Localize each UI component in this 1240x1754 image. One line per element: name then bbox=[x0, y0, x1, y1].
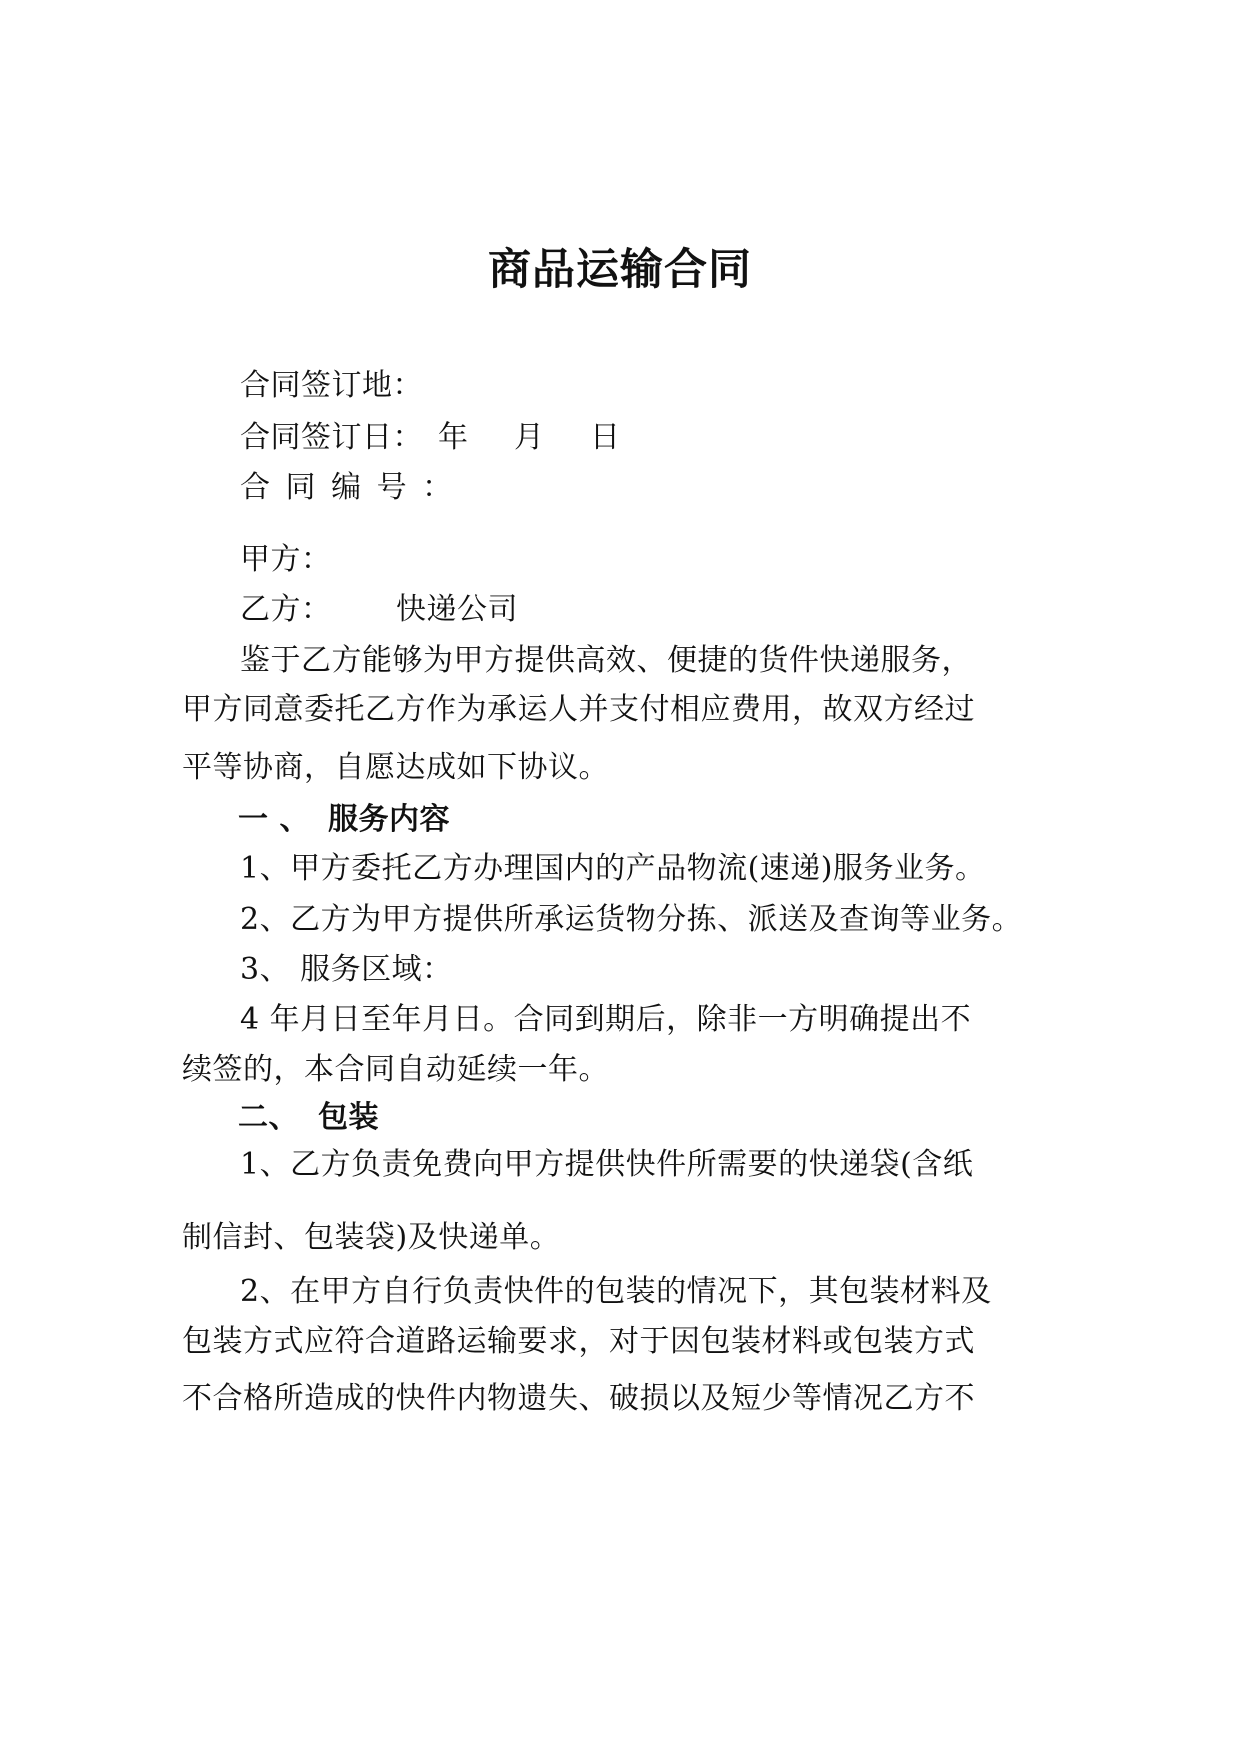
party-a-label: 甲方： bbox=[240, 542, 332, 577]
preamble-line-1: 鉴于乙方能够为甲方提供高效、便捷的货件快递服务， bbox=[240, 643, 972, 678]
section-1-item-3: 3、 服务区域： bbox=[240, 952, 453, 987]
contract-no-field bbox=[240, 468, 455, 508]
contract-no-label: 合 同 编 号 ： bbox=[240, 470, 456, 505]
section-1-item-1: 1、甲方委托乙方办理国内的产品物流(速递)服务业务。 bbox=[240, 851, 986, 886]
preamble-line-3: 平等协商，自愿达成如下协议。 bbox=[182, 750, 609, 785]
sign-date-value: 年 月 日 bbox=[438, 420, 628, 455]
sign-place-label: 合同签订地： bbox=[240, 368, 423, 403]
sign-place-field bbox=[240, 366, 423, 406]
party-b-value: 快递公司 bbox=[396, 592, 518, 627]
section-1-item-4-line-2: 续签的，本合同自动延续一年。 bbox=[182, 1052, 609, 1087]
section-1-number: 一 、 bbox=[238, 802, 310, 837]
section-2-item-1-line-2: 制信封、包装袋)及快递单。 bbox=[182, 1220, 561, 1255]
section-2-number: 二、 bbox=[238, 1100, 299, 1135]
section-1-item-4-line-1: 4 年月日至年月日。合同到期后，除非一方明确提出不 bbox=[240, 1002, 972, 1037]
sign-date-label: 合同签订日： bbox=[240, 420, 423, 455]
sign-date-field bbox=[240, 418, 628, 458]
section-2-item-2-line-3: 不合格所造成的快件内物遗失、破损以及短少等情况乙方不 bbox=[182, 1381, 975, 1416]
section-1-heading bbox=[238, 800, 450, 840]
preamble-line-2: 甲方同意委托乙方作为承运人并支付相应费用，故双方经过 bbox=[182, 692, 975, 727]
section-2-item-2-line-2: 包装方式应符合道路运输要求，对于因包装材料或包装方式 bbox=[182, 1324, 975, 1359]
party-b-field bbox=[240, 590, 518, 630]
section-2-title: 包装 bbox=[318, 1100, 379, 1135]
section-1-title: 服务内容 bbox=[328, 802, 450, 837]
section-2-item-1-line-1: 1、乙方负责免费向甲方提供快件所需要的快递袋(含纸 bbox=[240, 1147, 974, 1182]
party-b-label: 乙方： bbox=[240, 592, 332, 627]
document-title: 商品运输合同 bbox=[488, 245, 752, 295]
section-1-item-2: 2、乙方为甲方提供所承运货物分拣、派送及查询等业务。 bbox=[240, 902, 1023, 937]
section-2-item-2-line-1: 2、在甲方自行负责快件的包装的情况下，其包装材料及 bbox=[240, 1274, 992, 1309]
section-2-heading bbox=[238, 1098, 379, 1138]
party-a-field bbox=[240, 540, 332, 580]
